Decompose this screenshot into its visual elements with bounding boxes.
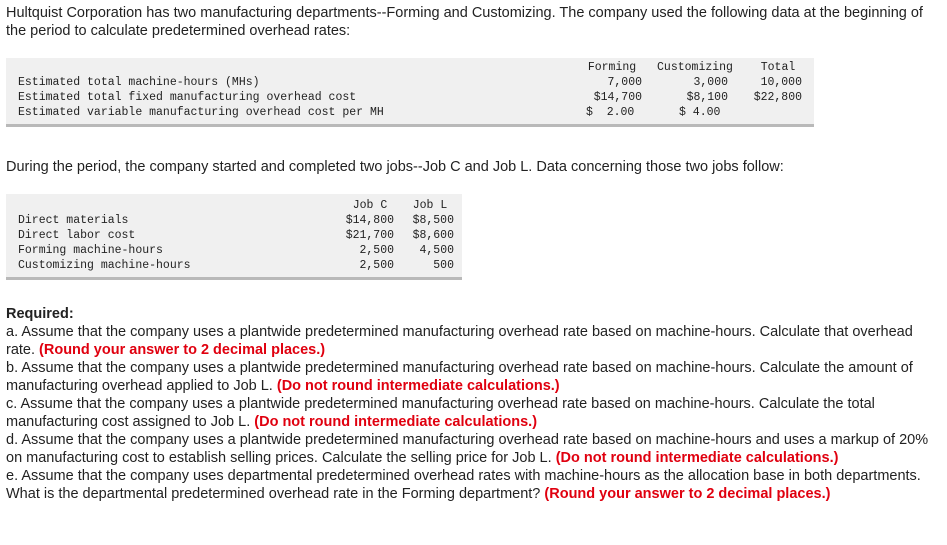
cell-total: 10,000 <box>760 76 802 89</box>
required-item-b <box>6 359 936 395</box>
required-heading: Required: <box>6 306 74 322</box>
required-item-e <box>6 467 936 503</box>
intro-paragraph: Hultquist Corporation has two manufacturing departments--Forming and Customizing. The company used the following data at the beginning of the period to calculate predetermined overhead rates: <box>6 5 923 39</box>
cell-forming: 7,000 <box>607 76 642 89</box>
required-item-d <box>6 431 936 467</box>
header-forming: Forming <box>587 61 637 74</box>
item-note: (Do not round intermediate calculations.) <box>276 378 560 394</box>
item-note: (Round your answer to 2 decimal places.) <box>39 342 326 358</box>
item-text: c. Assume that the company uses a plantwide predetermined manufacturing overhead rate based on machine-hours. Calculate the total manufacturing cost assigned to Job L. <box>6 396 875 430</box>
row-label: Estimated variable manufacturing overhead cost per MH <box>18 106 384 119</box>
item-text: d. Assume that the company uses a plantwide predetermined manufacturing overhead rate based on machine-hours and uses a markup of 20% on manufacturing cost to establish selling prices. Calculate the selling price for Job L. <box>6 432 929 466</box>
header-job-l: Job L <box>412 199 448 212</box>
row-label: Direct labor cost <box>18 229 136 242</box>
cell-total: $22,800 <box>753 91 802 104</box>
cell-job-c: 2,500 <box>359 244 394 257</box>
cell-job-l: $8,500 <box>412 214 454 227</box>
item-text: e. Assume that the company uses departmental predetermined overhead rates with machine-hours as the allocation base in both departments. What is the departmental predetermined overhead rate in the Forming department? <box>6 468 921 502</box>
item-text: b. Assume that the company uses a plantwide predetermined manufacturing overhead rate based on machine-hours. Calculate the amount of manufacturing overhead applied to Job L. <box>6 360 913 394</box>
item-text: a. Assume that the company uses a plantwide predetermined manufacturing overhead rate based on machine-hours. Calculate that overhead rate. <box>6 324 913 358</box>
header-total: Total <box>760 61 796 74</box>
header-job-c: Job C <box>352 199 388 212</box>
cell-forming: $ 2.00 <box>586 106 635 119</box>
cell-job-c: $14,800 <box>345 214 394 227</box>
row-label: Direct materials <box>18 214 129 227</box>
header-customizing: Customizing <box>657 61 733 74</box>
row-label: Estimated total fixed manufacturing overhead cost <box>18 91 357 104</box>
row-label: Estimated total machine-hours (MHs) <box>18 76 260 89</box>
jobs-intro-paragraph: During the period, the company started and completed two jobs--Job C and Job L. Data concerning those two jobs follow: <box>6 159 784 175</box>
cell-job-l: 500 <box>433 259 454 272</box>
cell-customizing: 3,000 <box>693 76 728 89</box>
jobs-data-table <box>6 194 462 280</box>
item-note: (Round your answer to 2 decimal places.) <box>544 486 831 502</box>
required-item-c <box>6 395 936 431</box>
cell-job-l: $8,600 <box>412 229 454 242</box>
row-label: Customizing machine-hours <box>18 259 191 272</box>
item-note: (Do not round intermediate calculations.) <box>555 450 839 466</box>
cell-job-l: 4,500 <box>419 244 454 257</box>
required-section <box>6 305 936 503</box>
overhead-estimates-table <box>6 58 814 127</box>
required-item-a <box>6 323 936 359</box>
cell-forming: $14,700 <box>593 91 642 104</box>
cell-job-c: 2,500 <box>359 259 394 272</box>
cell-customizing: $8,100 <box>686 91 728 104</box>
item-note: (Do not round intermediate calculations.) <box>254 414 538 430</box>
cell-customizing: $ 4.00 <box>679 106 721 119</box>
row-label: Forming machine-hours <box>18 244 163 257</box>
cell-job-c: $21,700 <box>345 229 394 242</box>
